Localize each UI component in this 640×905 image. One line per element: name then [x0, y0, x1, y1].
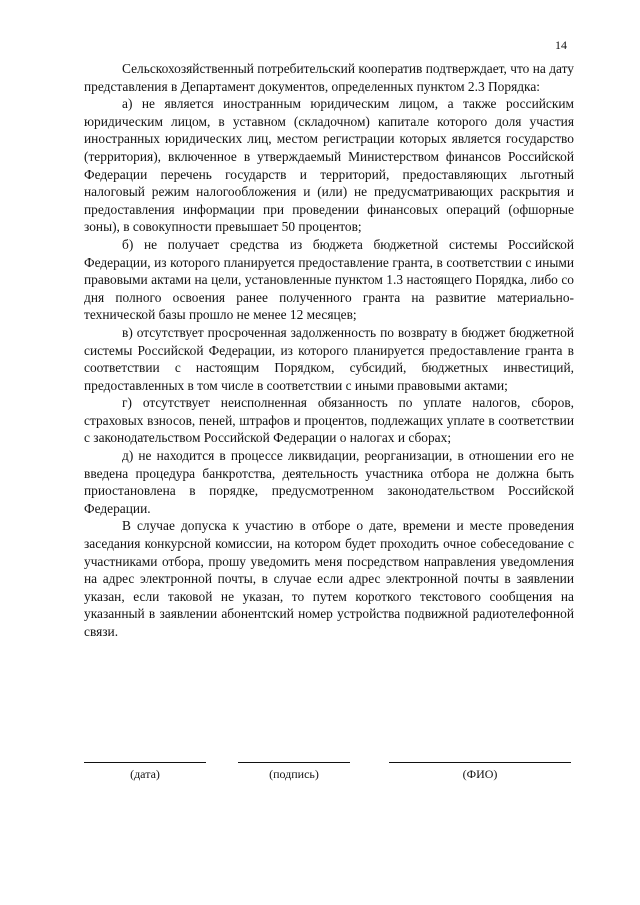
name-line [389, 762, 571, 763]
signature-caption: (подпись) [269, 767, 319, 781]
document-body [84, 60, 574, 641]
signature-line [238, 762, 350, 763]
signature-field [238, 762, 350, 782]
clause-d: д) не находится в процессе ликвидации, реорганизации, в отношении его не введена процедура банкротства, деятельность участника отбора не должна быть приостановлена в порядке, предусмотренном законодательством Российской Федерации. [84, 448, 574, 516]
date-line [84, 762, 206, 763]
clause-b: б) не получает средства из бюджета бюджетной системы Российской Федерации, из которого планируется предоставление гранта, в соответствии с иными правовыми актами на цели, установленные пунктом 1.3 настоящего Порядка, либо со дня полного освоения ранее полученного гранта на развитие материально-технической базы прошло не менее 12 месяцев; [84, 236, 574, 323]
signature-block [84, 762, 574, 792]
notification-paragraph: В случае допуска к участию в отборе о дате, времени и месте проведения заседания конкурсной комиссии, на котором будет проходить очное собеседование с участниками отбора, прошу уведомить меня посредством направления уведомления на адрес электронной почты, в случае если адрес электронной почты в заявлении указан, если таковой не указан, то путем короткого текстового сообщения на указанный в заявлении абонентский номер устройства подвижной радиотелефонной связи. [84, 518, 574, 639]
date-caption: (дата) [130, 767, 160, 781]
name-field [389, 762, 571, 782]
date-field [84, 762, 206, 782]
clause-v: в) отсутствует просроченная задолженность по возврату в бюджет бюджетной системы Российской Федерации, из которого планируется предоставление гранта в соответствии с настоящим Порядком, субсидий, бюджетных инвестиций, предоставленных в том числе в соответствии с иными правовыми актами; [84, 324, 574, 393]
page-number: 14 [555, 38, 567, 52]
clause-g: г) отсутствует неисполненная обязанность по уплате налогов, сборов, страховых взносов, пеней, штрафов и процентов, подлежащих уплате в соответствии с законодательством Российской Федерации о налогах и сборах; [84, 395, 574, 446]
intro-paragraph: Сельскохозяйственный потребительский кооператив подтверждает, что на дату представления в Департамент документов, определенных пунктом 2.3 Порядка: [84, 61, 574, 94]
name-caption: (ФИО) [462, 767, 498, 781]
clause-a: а) не является иностранным юридическим лицом, а также российским юридическим лицом, в уставном (складочном) капитале которого доля участия иностранных юридических лиц, местом регистрации которых является государство (территория), включенное в утверждаемый Министерством финансов Российской Федерации перечень государств и территорий, предоставляющих льготный налоговый режим налогообложения и (или) не предусматривающих раскрытия и предоставления информации при проведении финансовых операций (офшорные зоны), в совокупности превышает 50 процентов; [84, 96, 574, 235]
